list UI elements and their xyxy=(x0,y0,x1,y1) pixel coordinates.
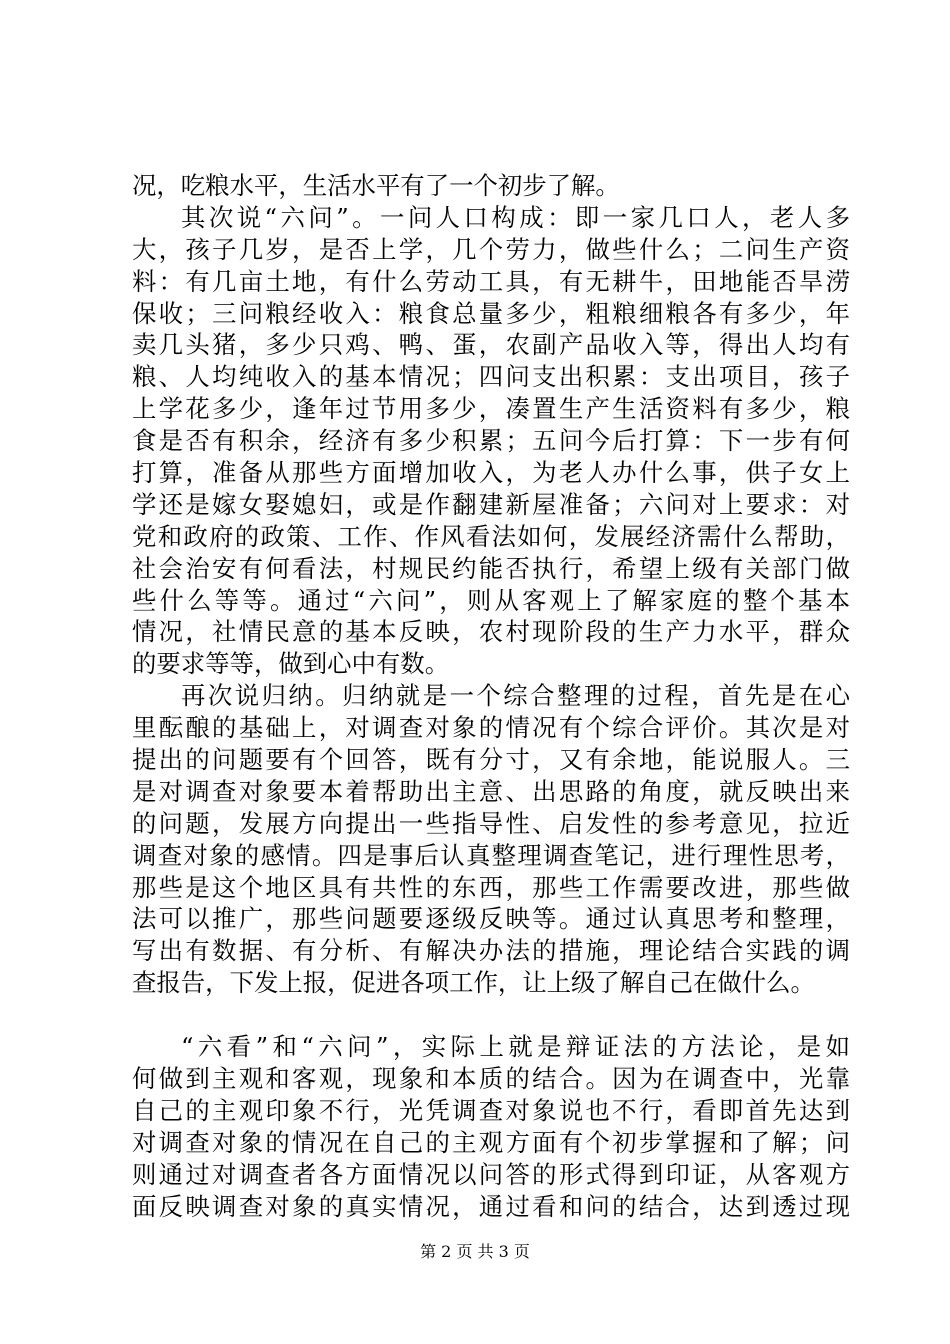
text-line: 打算，准备从那些方面增加收入，为老人办什么事，供子女上 xyxy=(132,458,850,488)
text-line: 大，孩子几岁，是否上学，几个劳力，做些什么；二问生产资 xyxy=(132,234,850,264)
text-line: 何做到主观和客观，现象和本质的结合。因为在调查中，光靠 xyxy=(132,1063,850,1093)
text-line: 查报告，下发上报，促进各项工作，让上级了解自己在做什么。 xyxy=(132,968,815,998)
text-line: 提出的问题要有个回答，既有分寸，又有余地，能说服人。三 xyxy=(132,745,850,775)
text-line: 料：有几亩土地，有什么劳动工具，有无耕牛，田地能否旱涝 xyxy=(132,266,850,296)
text-line: 面反映调查对象的真实情况，通过看和问的结合，达到透过现 xyxy=(132,1191,850,1221)
text-line: 的问题，发展方向提出一些指导性、启发性的参考意见，拉近 xyxy=(132,808,850,838)
text-line: 党和政府的政策、工作、作风看法如何，发展经济需什么帮助， xyxy=(132,521,850,551)
text-line: 写出有数据、有分析、有解决办法的措施，理论结合实践的调 xyxy=(132,936,850,966)
paragraph-gap xyxy=(132,999,850,1031)
document-body xyxy=(132,170,850,1222)
text-line: 保收；三问粮经收入：粮食总量多少，粗粮细粮各有多少，年 xyxy=(132,298,850,328)
text-line: 其次说“六问”。一问人口构成：即一家几口人，老人多 xyxy=(181,202,850,232)
text-line: 食是否有积余，经济有多少积累；五问今后打算：下一步有何 xyxy=(132,426,850,456)
text-line: 调查对象的感情。四是事后认真整理调查笔记，进行理性思考， xyxy=(132,840,850,870)
text-line: 则通过对调查者各方面情况以问答的形式得到印证，从客观方 xyxy=(132,1159,850,1189)
text-line: 的要求等等，做到心中有数。 xyxy=(132,649,450,679)
text-line: 对调查对象的情况在自己的主观方面有个初步掌握和了解；问 xyxy=(132,1127,850,1157)
text-line: “六看”和“六问”，实际上就是辩证法的方法论，是如 xyxy=(181,1032,850,1062)
text-line: 里酝酿的基础上，对调查对象的情况有个综合评价。其次是对 xyxy=(132,713,850,743)
text-line: 情况，社情民意的基本反映，农村现阶段的生产力水平，群众 xyxy=(132,617,850,647)
page-number-footer: 第 2 页 共 3 页 xyxy=(420,1242,530,1261)
text-line: 粮、人均纯收入的基本情况；四问支出积累：支出项目，孩子 xyxy=(132,362,850,392)
text-line: 上学花多少，逢年过节用多少，凑置生产生活资料有多少，粮 xyxy=(132,394,850,424)
text-line: 法可以推广，那些问题要逐级反映等。通过认真思考和整理， xyxy=(132,904,850,934)
text-line: 那些是这个地区具有共性的东西，那些工作需要改进，那些做 xyxy=(132,872,850,902)
text-line: 况，吃粮水平，生活水平有了一个初步了解。 xyxy=(132,171,620,200)
text-line: 学还是嫁女娶媳妇，或是作翻建新屋准备；六问对上要求：对 xyxy=(132,489,850,519)
text-line: 些什么等等。通过“六问”，则从客观上了解家庭的整个基本 xyxy=(132,585,850,615)
text-line: 是对调查对象要本着帮助出主意、出思路的角度，就反映出来 xyxy=(132,776,850,806)
text-line: 社会治安有何看法，村规民约能否执行，希望上级有关部门做 xyxy=(132,553,850,583)
text-line: 自己的主观印象不行，光凭调查对象说也不行，看即首先达到 xyxy=(132,1095,850,1125)
text-line: 再次说归纳。归纳就是一个综合整理的过程，首先是在心 xyxy=(181,681,850,711)
text-line: 卖几头猪，多少只鸡、鸭、蛋，农副产品收入等，得出人均有 xyxy=(132,330,850,360)
